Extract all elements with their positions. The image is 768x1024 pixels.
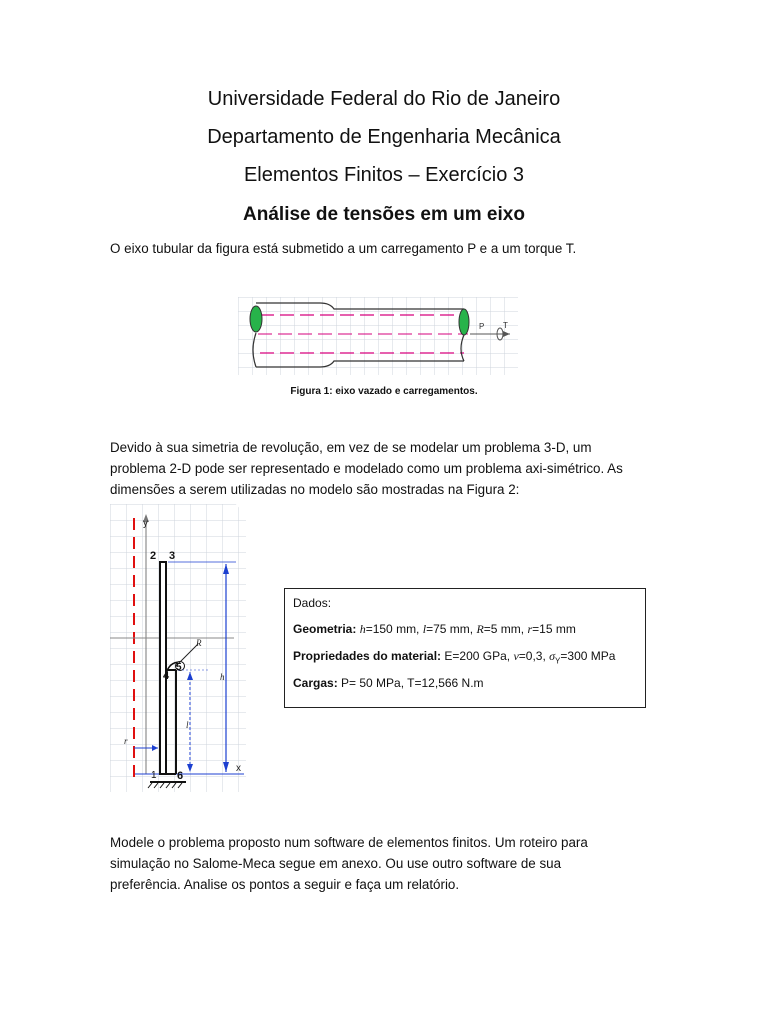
material-label: Propriedades do material: xyxy=(293,649,442,663)
material-E: E=200 GPa, xyxy=(441,649,514,663)
label-r: r xyxy=(124,736,128,746)
material-sigma-symbol: σ xyxy=(549,649,556,663)
label-p: P xyxy=(479,322,485,331)
axis-x-label: x xyxy=(236,763,241,774)
paragraph-2-line-2: problema 2-D pode ser representado e modelado como um problema axi-simétrico. As xyxy=(110,461,623,476)
axis-y-label: y xyxy=(143,518,148,529)
course-title: Elementos Finitos – Exercício 3 xyxy=(243,164,525,186)
node-4: 4 xyxy=(163,670,170,682)
label-l: l xyxy=(186,720,189,730)
paragraph-3-line-3: preferência. Analise os pontos a seguir e faça um relatório. xyxy=(110,877,460,892)
material-nu-symbol: ν xyxy=(513,649,519,663)
data-box xyxy=(284,588,646,708)
geometry-h-symbol: h xyxy=(359,622,366,636)
figure-2-axisymmetric-model xyxy=(110,504,246,792)
geometry-r-symbol: r xyxy=(527,622,533,636)
node-5: 5 xyxy=(176,662,182,673)
loads-row xyxy=(293,676,484,690)
geometry-l-symbol: l xyxy=(422,622,427,636)
node-3: 3 xyxy=(169,550,176,562)
department-name: Departamento de Engenharia Mecânica xyxy=(207,126,561,148)
label-R: R xyxy=(196,638,202,648)
university-name: Universidade Federal do Rio de Janeiro xyxy=(207,88,561,110)
paragraph-2-line-1: Devido à sua simetria de revolução, em vez de se modelar um problema 3-D, um xyxy=(110,440,592,455)
figure-1-shaft xyxy=(238,297,518,375)
node-6: 6 xyxy=(177,770,184,782)
geometry-label: Geometria: xyxy=(293,622,357,636)
node-2: 2 xyxy=(150,550,157,562)
figure-1-caption: Figura 1: eixo vazado e carregamentos. xyxy=(290,386,478,397)
geometry-h-value: =150 mm, xyxy=(365,622,423,636)
material-sigma-subscript: Y xyxy=(555,656,561,666)
paragraph-3-line-2: simulação no Salome-Meca segue em anexo. Ou use outro software de sua xyxy=(110,856,562,871)
node-1: 1 xyxy=(151,770,157,781)
label-t: T xyxy=(503,321,508,330)
paragraph-3 xyxy=(110,832,670,895)
geometry-R-value: =5 mm, xyxy=(483,622,528,636)
label-h: h xyxy=(220,672,225,682)
data-box-title: Dados: xyxy=(293,596,332,610)
geometry-row xyxy=(293,622,576,637)
paragraph-3-line-1: Modele o problema proposto num software de elementos finitos. Um roteiro para xyxy=(110,835,588,850)
loads-value: P= 50 MPa, T=12,566 N.m xyxy=(337,676,484,690)
geometry-R-symbol: R xyxy=(476,622,484,636)
paragraph-2 xyxy=(110,437,670,500)
page-title: Análise de tensões em um eixo xyxy=(243,204,525,225)
paragraph-2-line-3: dimensões a serem utilizadas no modelo são mostradas na Figura 2: xyxy=(110,482,520,497)
material-sigma-value: =300 MPa xyxy=(560,649,616,663)
material-row xyxy=(293,649,615,665)
geometry-l-value: =75 mm, xyxy=(426,622,477,636)
loads-label: Cargas: xyxy=(293,676,338,690)
material-nu-value: =0,3, xyxy=(518,649,550,663)
intro-paragraph: O eixo tubular da figura está submetido a um carregamento P e a um torque T. xyxy=(110,241,577,256)
geometry-r-value: =15 mm xyxy=(532,622,576,636)
